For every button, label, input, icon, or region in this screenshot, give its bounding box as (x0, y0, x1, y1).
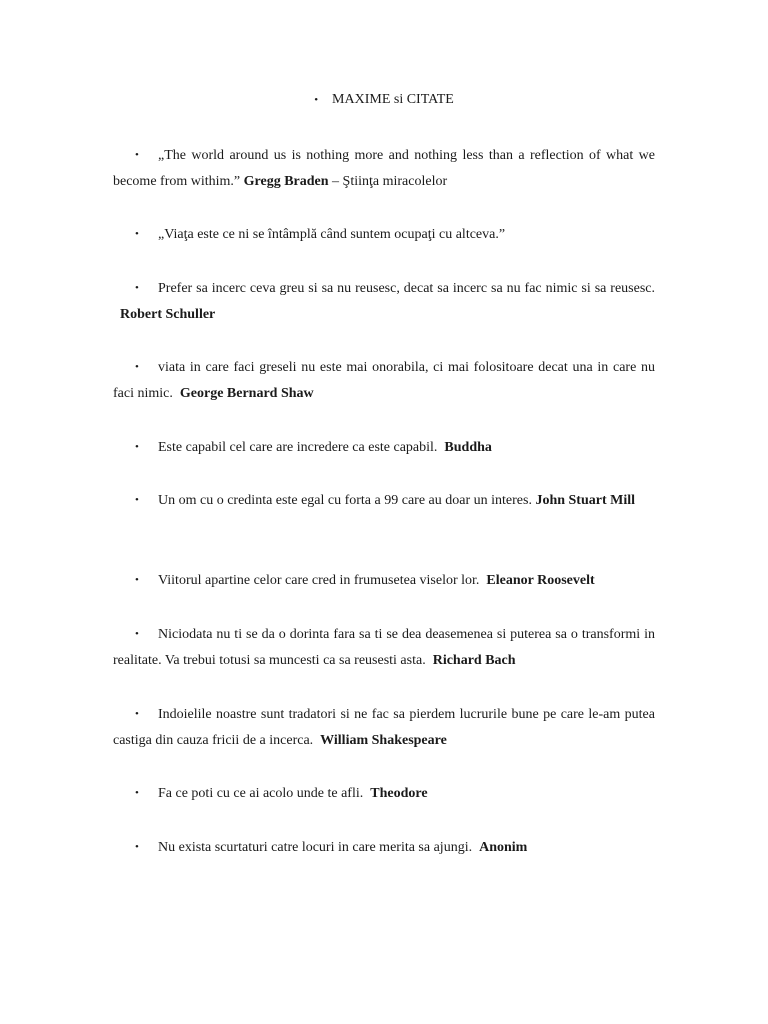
bullet-icon: • (135, 628, 139, 640)
quote-item-11 (113, 834, 655, 861)
quote-text: Indoielile noastre sunt tradatori si ne fac sa pierdem lucrurile bune pe care le-am putea castiga din cauza fricii de a incerca. (113, 707, 655, 748)
quote-item-4 (113, 354, 655, 407)
bullet-icon: • (314, 94, 319, 106)
quote-author: John Stuart Mill (535, 493, 636, 508)
quote-author: Gregg Braden (243, 174, 329, 189)
bullet-icon: • (135, 574, 139, 586)
bullet-icon: • (135, 841, 139, 853)
bullet-icon: • (135, 441, 139, 453)
quote-author: Robert Schuller (120, 307, 216, 322)
quote-item-7 (113, 567, 655, 594)
quote-author: George Bernard Shaw (179, 386, 314, 401)
quote-author: Buddha (444, 440, 492, 455)
bullet-icon: • (135, 494, 139, 506)
quote-item-3 (113, 275, 655, 328)
quote-item-8 (113, 621, 655, 674)
quote-text: Un om cu o credinta este egal cu forta a 99 care au doar un interes. (158, 493, 532, 508)
document-title (0, 90, 768, 110)
bullet-icon: • (135, 149, 139, 161)
bullet-icon: • (135, 282, 139, 294)
title-text: MAXIME si CITATE (332, 92, 454, 107)
quote-text: Viitorul apartine celor care cred in frumusetea viselor lor. (158, 573, 480, 588)
quote-text: Nu exista scurtaturi catre locuri in care merita sa ajungi. (158, 840, 473, 855)
quote-text: „Viaţa este ce ni se întâmplă când suntem ocupaţi cu altceva.” (158, 227, 506, 242)
quote-item-9 (113, 701, 655, 754)
quote-item-5 (113, 434, 655, 461)
quote-text: Este capabil cel care are incredere ca este capabil. (158, 440, 438, 455)
bullet-icon: • (135, 361, 139, 373)
quote-author: Anonim (479, 840, 528, 855)
quote-item-10 (113, 780, 655, 807)
quote-author: Theodore (370, 786, 428, 801)
bullet-icon: • (135, 228, 139, 240)
quote-item-1 (113, 142, 655, 195)
quote-text: Prefer sa incerc ceva greu si sa nu reusesc, decat sa incerc sa nu fac nimic si sa reusesc. (158, 281, 655, 296)
quote-item-2 (113, 221, 655, 248)
quote-author: William Shakespeare (320, 733, 447, 748)
quote-text: Fa ce poti cu ce ai acolo unde te afli. (158, 786, 364, 801)
bullet-icon: • (135, 787, 139, 799)
bullet-icon: • (135, 708, 139, 720)
quote-author: Eleanor Roosevelt (486, 573, 595, 588)
quote-text: viata in care faci greseli nu este mai onorabila, ci mai folositoare decat una in care nu faci nimic. (113, 360, 655, 401)
quote-item-6 (113, 487, 655, 514)
quote-author: Richard Bach (432, 653, 516, 668)
quote-source: – Ştiinţa miracolelor (332, 174, 448, 189)
quote-text: „The world around us is nothing more and nothing less than a reflection of what we become from withim.” (113, 148, 655, 189)
quote-text: Niciodata nu ti se da o dorinta fara sa ti se dea deasemenea si puterea sa o transformi in realitate. Va trebui totusi sa muncesti ca sa reusesti asta. (113, 627, 655, 668)
